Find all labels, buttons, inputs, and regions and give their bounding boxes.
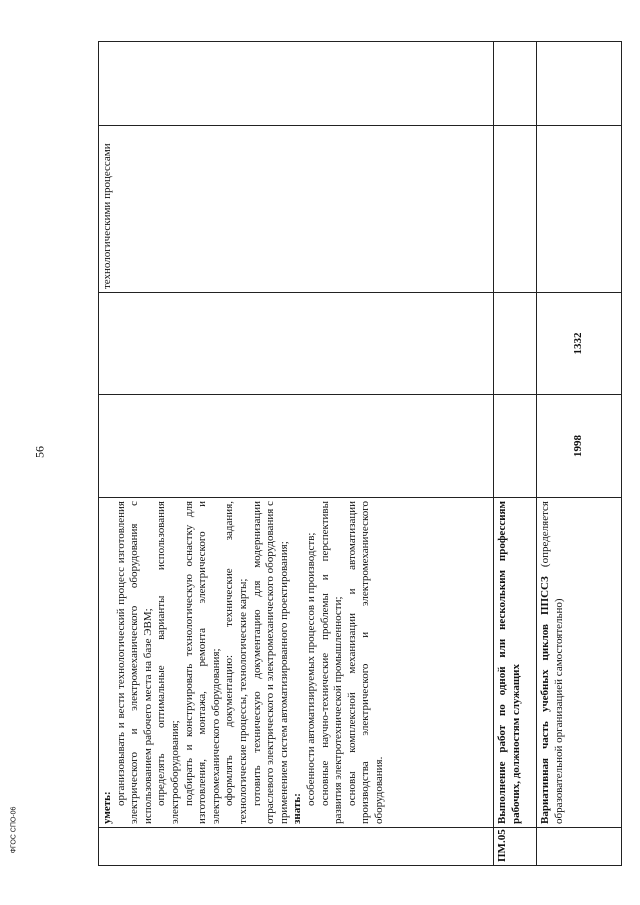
list-item: определять оптимальные варианты использования электрооборудования; <box>155 501 181 824</box>
row3-title-cell <box>537 498 622 828</box>
row2-title-cell: Выполнение работ по одной или нескольким профессиям рабочих, должностям служащих <box>494 498 537 828</box>
table-row <box>494 42 537 866</box>
row1-code-cell <box>99 828 494 866</box>
row1-competences-cell <box>99 42 494 126</box>
row3-discipline-cell <box>537 126 622 293</box>
list-item: организовывать и вести технологический процесс изготовления электрического и электромеханического оборудования с использованием рабочего места на базе ЭВМ; <box>114 501 154 824</box>
list-item: особенности автоматизируемых процессов и производств; <box>304 532 317 806</box>
row1-discipline-cell: технологическими процессами <box>99 126 494 293</box>
page-number: 56 <box>32 446 47 458</box>
row3-code-cell <box>537 828 622 866</box>
list-item: основные научно-технические проблемы и перспективы развития электротехнической промышленности; <box>318 501 345 824</box>
variative-part-note: (определяется образовательной организацией самостоятельно) <box>539 501 565 824</box>
table-row <box>99 42 494 866</box>
footer-standard-code: ФГОС СПО-06 <box>10 806 18 854</box>
list-item: основы комплексной механизации и автоматизации производства электрического и электромеханического оборудования. <box>345 501 385 824</box>
table-row <box>537 42 622 866</box>
row1-hours-class-cell <box>99 293 494 395</box>
skills-knowledge-list <box>101 501 386 824</box>
row3-hours-max-cell: 1998 <box>537 395 622 498</box>
variative-part-title: Вариативная часть учебных циклов ППССЗ <box>539 576 551 824</box>
row2-code-cell: ПМ.05 <box>494 828 537 866</box>
section-heading: знать: <box>291 793 304 824</box>
row2-hours-max-cell <box>494 395 537 498</box>
row2-discipline-cell <box>494 126 537 293</box>
table-rotation-frame <box>98 42 621 866</box>
list-item: оформлять документацию: технические задания, технологические процессы, технологические карты; <box>223 501 249 824</box>
row2-competences-cell <box>494 42 537 126</box>
table-landscape <box>98 42 621 866</box>
row2-hours-class-cell <box>494 293 537 395</box>
row3-hours-class-cell: 1332 <box>537 293 622 395</box>
row3-competences-cell <box>537 42 622 126</box>
row1-content-cell <box>99 498 494 828</box>
list-item: готовить техническую документацию для модернизации отраслевого электрического и электромеханического оборудования с применением систем автоматизированного проектирования; <box>250 501 290 824</box>
curriculum-table <box>98 41 622 866</box>
row1-hours-max-cell <box>99 395 494 498</box>
list-item: подбирать и конструировать технологическую оснастку для изготовления, монтажа, ремонта электрического и электромеханического оборудования; <box>182 501 222 824</box>
section-heading: уметь: <box>101 791 113 824</box>
